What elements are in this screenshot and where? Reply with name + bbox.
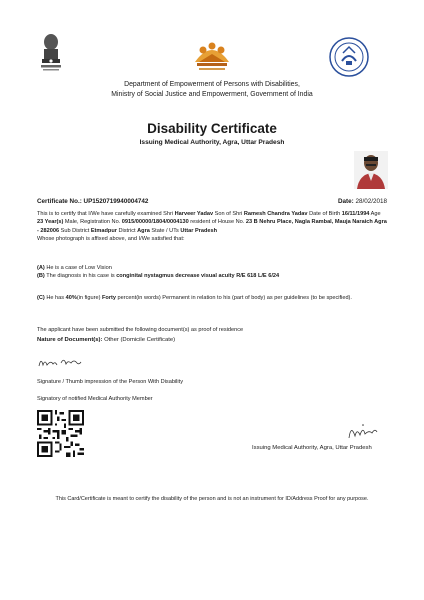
age: 23 Year(s)	[37, 219, 64, 226]
state: Uttar Pradesh	[180, 227, 218, 234]
applicant-signature	[37, 351, 83, 373]
text-segment: (in figure)	[76, 295, 102, 301]
text-segment: resident of House No.	[188, 219, 246, 226]
certificate-number-label: Certificate No.:	[37, 198, 82, 205]
text-segment: Sub District	[59, 227, 91, 234]
condition-section	[37, 264, 387, 281]
condition-a-text: He is a case of Low Vision	[44, 265, 112, 271]
footer-disclaimer: This Card/Certificate is meant to certify the disability of the person and is not an instrument for ID/Address Proof for any purpose.	[55, 496, 369, 502]
condition-b-text: The diagnosis in his case is	[44, 273, 117, 280]
text-segment: Age	[369, 211, 381, 217]
condition-b-label: (B)	[37, 273, 45, 280]
ministry-line-1: Department of Empowerment of Persons with Disabilities,	[124, 81, 300, 88]
applicant-photo	[354, 151, 388, 189]
text-segment: Son of Shri	[213, 211, 244, 217]
sub-district: Etmadpur	[90, 227, 117, 234]
photo-affixed-line: Whose photograph is affixed above, and I/We satisfied that:	[37, 235, 185, 242]
documents-line: The applicant have been submitted the following document(s) as proof of residence	[37, 327, 244, 333]
condition-b	[37, 272, 387, 280]
issuer-signature	[345, 420, 379, 442]
district: Agra	[137, 227, 150, 234]
text-segment: This is to certify that I/We have carefully examined Shri	[37, 211, 175, 217]
nature-of-documents-label: Nature of Document(s):	[37, 337, 103, 343]
text-segment: Male, Registration No.	[63, 219, 122, 226]
authority-signature-caption: Signatory of notified Medical Authority Member	[37, 396, 153, 402]
condition-c	[37, 294, 387, 302]
text-segment: Date of Birth	[307, 211, 342, 217]
certificate-subtitle: Issuing Medical Authority, Agra, Uttar Pradesh	[139, 139, 285, 146]
certificate-date-value: 28/02/2018	[355, 198, 387, 205]
department-logo-icon	[189, 40, 235, 74]
qr-code-icon	[37, 410, 84, 457]
diagnosis: conginital nystagmus decrease visual acuity R/E 618 L/E 6/24	[116, 273, 280, 280]
disability-percent: 40%	[65, 295, 77, 301]
certificate-number	[37, 198, 148, 205]
condition-a	[37, 264, 387, 272]
father-name: Ramesh Chandra Yadav	[243, 211, 308, 217]
nature-of-documents-value: Other (Domicile Certificate)	[102, 337, 176, 343]
condition-c-label: (C)	[37, 295, 45, 301]
certificate-title: Disability Certificate	[147, 121, 277, 136]
text-segment: percent(in words) Permanent in relation to his (part of body) as per guidelines (to be specified).	[115, 295, 352, 301]
text-segment: State / UTs	[149, 227, 181, 234]
registration-number: 0915/00000/1804/0004130	[121, 219, 189, 226]
address: Nehru Place, Nagla Rambal, Mauja Naraich Agra - 282006	[37, 219, 387, 234]
certificate-number-value: UP1520719940004742	[83, 198, 149, 205]
certificate-date-label: Date:	[337, 198, 354, 205]
applicant-signature-caption: Signature / Thumb impression of the Person With Disability	[37, 379, 184, 385]
disability-percent-words: Forty	[102, 295, 116, 301]
certificate-date	[338, 198, 387, 205]
applicant-name: Harveer Yadav	[174, 211, 214, 217]
nature-of-documents	[37, 336, 387, 344]
text-segment: District	[116, 227, 138, 234]
house-number: 23 B	[245, 219, 258, 226]
up-state-emblem-icon	[329, 37, 369, 77]
text-segment: He has	[44, 295, 66, 301]
ministry-header	[0, 80, 424, 99]
certification-paragraph	[37, 210, 387, 243]
issuer-caption: Issuing Medical Authority, Agra, Uttar Pradesh	[252, 445, 372, 451]
condition-a-label: (A)	[37, 265, 45, 271]
national-emblem-icon	[38, 32, 64, 74]
date-of-birth: 16/11/1994	[341, 211, 370, 217]
ministry-line-2: Ministry of Social Justice and Empowerment, Government of India	[111, 90, 313, 98]
